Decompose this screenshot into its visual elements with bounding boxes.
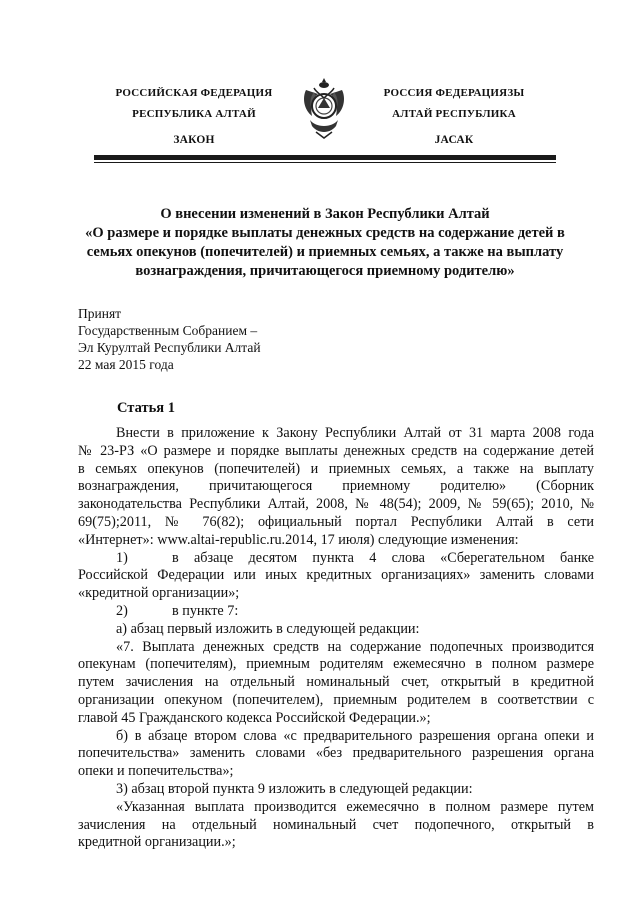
body-line: Внести в приложение к Закону Республики Алтай от 31 марта 2008 года <box>116 425 594 441</box>
item-1 <box>78 550 594 568</box>
body-line: Российской Федерации или иных кредитных организациях» заменить словами <box>78 567 594 584</box>
adoption-date: 22 мая 2015 года <box>78 357 174 372</box>
body-line: законодательства Республики Алтай, 2008, № 48(54); 2009, № 59(65); 2010, № <box>78 496 594 513</box>
title-line: О внесении изменений в Закон Республики Алтай <box>160 206 490 222</box>
body-line: «Интернет»: www.altai-republic.ru.2014, 17 июля) следующие изменения: <box>78 531 519 548</box>
body-line: главой 45 Гражданского кодекса Российской Федерации.»; <box>78 709 431 726</box>
republic-name-alt: АЛТАЙ РЕСПУБЛИКА <box>392 108 516 120</box>
body-line: в пункте 7: <box>172 602 239 619</box>
item-2 <box>78 603 594 621</box>
law-title <box>70 205 580 281</box>
body-line: попечительства» заменить словами «без предварительного разрешения органа <box>78 745 594 762</box>
body-line: «Указанная выплата производится ежемесячно в полном размере путем <box>116 798 594 815</box>
adoption-line: Принят <box>78 306 122 321</box>
header-divider-thick <box>94 155 556 160</box>
body-line: путем зачисления на отдельный номинальный счет, открытый в кредитной <box>78 674 594 691</box>
body-line: б) в абзаце втором слова «с предварительного разрешения органа опеки и <box>116 727 594 744</box>
coat-of-arms-emblem <box>300 76 348 140</box>
body-line: в абзаце десятом пункта 4 слова «Сберегательном банке <box>172 549 594 566</box>
body-line: 3) абзац второй пункта 9 изложить в следующей редакции: <box>116 780 473 797</box>
body-line: опеки и попечительства»; <box>78 763 234 780</box>
body-line: № 23-РЗ «О размере и порядке выплаты денежных средств на содержание детей <box>78 442 594 459</box>
article-heading: Статья 1 <box>117 400 175 416</box>
body-line: зачисления на отдельный номинальный счет подопечного, открытый в <box>78 816 594 833</box>
country-name-ru: РОССИЙСКАЯ ФЕДЕРАЦИЯ <box>115 87 273 99</box>
body-line: кредитной организации.»; <box>78 834 236 851</box>
adoption-line: Эл Курултай Республики Алтай <box>78 340 261 355</box>
title-line: «О размере и порядке выплаты денежных средств на содержание детей в <box>85 225 565 241</box>
body-line: 69(75);2011, № 76(82); официальный портал Республики Алтай в сети <box>78 513 594 530</box>
adoption-line: Государственным Собранием – <box>78 323 258 338</box>
body-line: «кредитной организации»; <box>78 585 240 602</box>
article-body <box>78 425 594 852</box>
body-line: организации опекуном (попечителем), приемным родителем в соответствии с <box>78 691 594 708</box>
header-divider-thin <box>94 162 556 163</box>
doc-type-alt: JАСАК <box>434 134 474 146</box>
republic-name-ru: РЕСПУБЛИКА АЛТАЙ <box>132 108 256 120</box>
body-line: а) абзац первый изложить в следующей редакции: <box>116 620 420 637</box>
body-line: вознаграждения, причитающегося приемному родителю» (Сборник <box>78 478 594 495</box>
body-line: «7. Выплата денежных средств на содержание подопечных производится <box>116 638 594 655</box>
adoption-block <box>78 305 261 373</box>
country-name-alt: РОССИЯ ФЕДЕРАЦИЯЗЫ <box>383 87 525 99</box>
item-number: 2) <box>116 602 128 619</box>
body-line: опекунам (попечителям), приемным родителям ежемесячно в полном размере <box>78 656 594 673</box>
item-number: 1) <box>116 549 128 566</box>
title-line: вознаграждения, причитающегося приемному родителю» <box>135 263 515 279</box>
title-line: семьях опекунов (попечителей) и приемных семьях, а также на выплату <box>86 244 564 260</box>
body-line: в семьях опекунов (попечителей) и приемных семьях, а также на выплату <box>78 460 594 477</box>
doc-type-ru: ЗАКОН <box>173 134 215 146</box>
